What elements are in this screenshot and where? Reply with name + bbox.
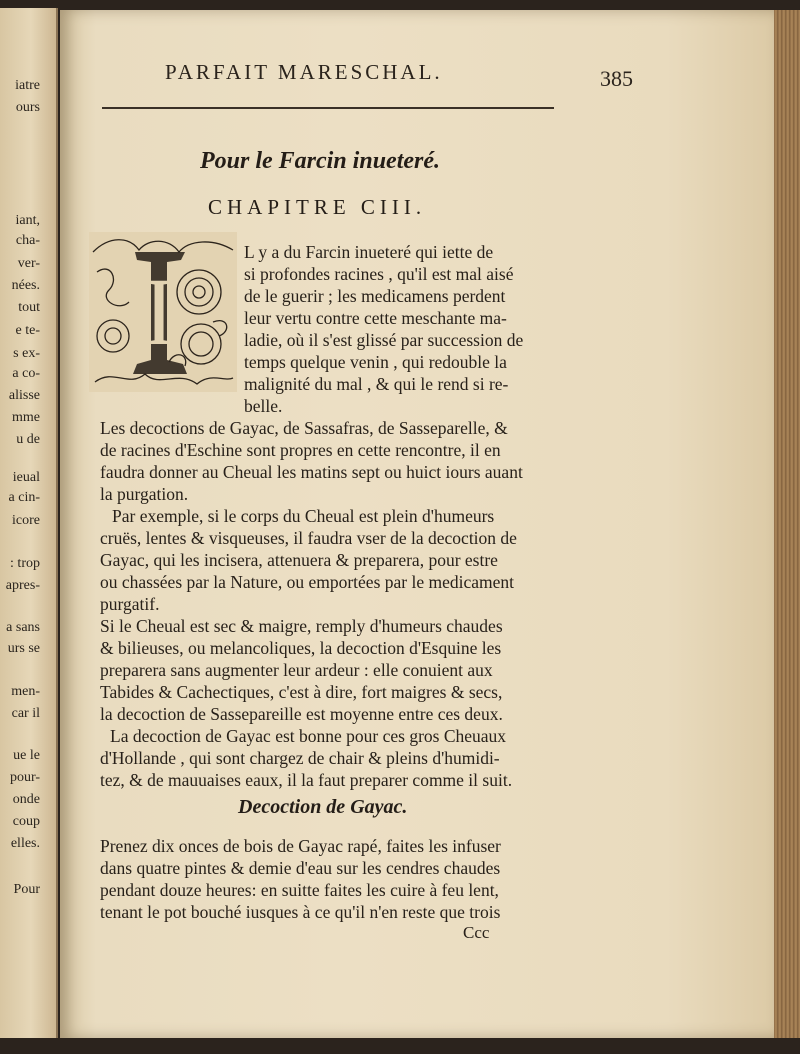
left-margin-fragment: elles.: [10, 836, 40, 851]
left-page-edge: [0, 8, 58, 1038]
body-line: faudra donner au Cheual les matins sept ou huict iours auant: [100, 462, 523, 482]
decorated-initial: [89, 232, 237, 392]
body-line: ladie, où il s'est glissé par succession de: [244, 330, 524, 350]
body-line: ou chassées par la Nature, ou emportées par le medicament: [100, 572, 514, 592]
left-margin-fragment: coup: [12, 814, 40, 829]
recipe-line: tenant le pot bouché iusques à ce qu'il n'en reste que trois: [100, 902, 501, 922]
left-margin-fragment: : trop: [10, 556, 40, 571]
left-margin-fragment: u de: [16, 432, 40, 447]
header-rule: [102, 107, 554, 109]
body-line: belle.: [244, 396, 283, 416]
left-margin-fragment: ours: [15, 100, 40, 115]
recipe-line: pendant douze heures: en suitte faites les cuire à feu lent,: [100, 880, 499, 900]
body-line: Gayac, qui les incisera, attenuera & preparera, pour estre: [100, 550, 498, 570]
body-line: la decoction de Sassepareille est moyenne entre ces deux.: [100, 704, 503, 724]
recipe-line: dans quatre pintes & demie d'eau sur les cendres chaudes: [100, 858, 501, 878]
running-title: PARFAIT MARESCHAL.: [165, 60, 443, 84]
body-line: tez, & de mauuaises eaux, il la faut preparer comme il suit.: [100, 770, 513, 790]
body-line: L y a du Farcin inueteré qui iette de: [244, 242, 494, 262]
left-margin-fragment: ue le: [13, 748, 40, 763]
chapter-label: CHAPITRE CIII.: [208, 195, 427, 219]
body-line: d'Hollande , qui sont chargez de chair & pleins d'humidi-: [100, 748, 500, 768]
body-line: Par exemple, si le corps du Cheual est plein d'humeurs: [112, 506, 495, 526]
recipe-line: Prenez dix onces de bois de Gayac rapé, faites les infuser: [100, 836, 501, 856]
left-margin-fragment: mme: [12, 410, 40, 425]
body-line: de le guerir ; les medicamens perdent: [244, 286, 506, 306]
left-margin-fragment: a sans: [6, 620, 40, 635]
left-margin-fragment: s ex-: [13, 346, 40, 361]
body-line: malignité du mal , & qui le rend si re-: [244, 374, 509, 394]
body-line: Tabides & Cachectiques, c'est à dire, fort maigres & secs,: [100, 682, 503, 702]
body-line: de racines d'Eschine sont propres en cette rencontre, il en: [100, 440, 501, 460]
ornamental-initial-icon: [89, 232, 237, 392]
left-margin-fragment: ver-: [17, 256, 40, 271]
body-line: leur vertu contre cette meschante ma-: [244, 308, 507, 328]
left-margin-fragment: tout: [18, 300, 40, 315]
left-margin-fragment: car il: [11, 706, 40, 721]
left-margin-fragment: e te-: [15, 323, 40, 338]
body-line: Si le Cheual est sec & maigre, remply d'humeurs chaudes: [100, 616, 503, 636]
body-line: Les decoctions de Gayac, de Sassafras, de Sasseparelle, &: [100, 418, 508, 438]
body-line: La decoction de Gayac est bonne pour ces gros Cheuaux: [110, 726, 507, 746]
left-margin-fragment: iatre: [15, 78, 40, 93]
left-margin-fragment: urs se: [7, 641, 40, 656]
left-margin-fragment: a cin-: [8, 490, 40, 505]
left-margin-fragment: nées.: [11, 278, 40, 293]
body-line: si profondes racines , qu'il est mal aisé: [244, 264, 514, 284]
page-number: 385: [600, 66, 633, 91]
body-line: & bilieuses, ou melancoliques, la decoction d'Esquine les: [100, 638, 502, 658]
left-margin-fragment: alisse: [8, 388, 40, 403]
book-page: [60, 10, 774, 1038]
left-margin-fragment: iant,: [15, 213, 40, 228]
subsection-title: Decoction de Gayac.: [238, 796, 408, 818]
left-margin-fragment: a co-: [12, 366, 40, 381]
left-margin-fragment: cha-: [15, 233, 40, 248]
left-margin-fragment: Pour: [13, 882, 40, 897]
body-line: temps quelque venin , qui redouble la: [244, 352, 507, 372]
left-margin-fragment: pour-: [9, 770, 40, 785]
body-line: purgatif.: [100, 594, 160, 614]
left-margin-fragment: icore: [12, 513, 40, 528]
body-line: la purgation.: [100, 484, 189, 504]
body-line: preparera sans augmenter leur ardeur : elle conuient aux: [100, 660, 493, 680]
left-margin-fragment: ieual: [12, 470, 40, 485]
page-edge-stack: [774, 10, 800, 1038]
left-margin-fragment: apres-: [5, 578, 40, 593]
initial-letter: I: [143, 258, 175, 365]
section-title: Pour le Farcin inueteré.: [200, 148, 441, 174]
body-line: cruës, lentes & visqueuses, il faudra vser de la decoction de: [100, 528, 517, 548]
left-margin-fragment: onde: [12, 792, 40, 807]
signature-mark: Ccc: [463, 923, 490, 942]
left-margin-fragment: men-: [11, 684, 40, 699]
